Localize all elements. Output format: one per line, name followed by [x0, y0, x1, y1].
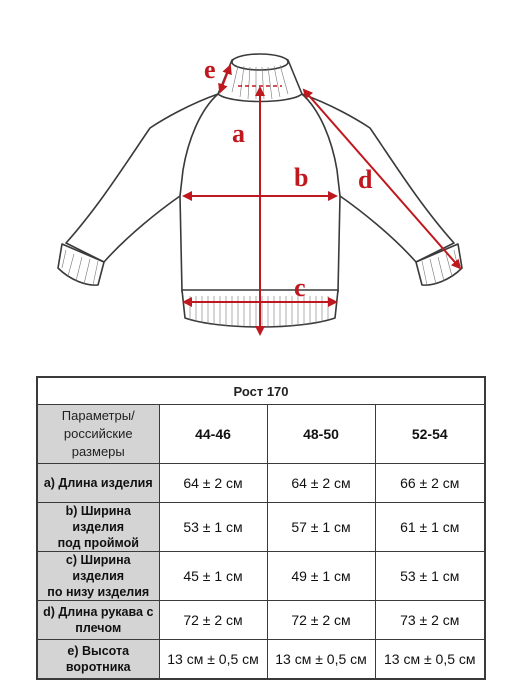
- table-cell: 57 ± 1 см: [267, 503, 375, 552]
- size-header-52-54: 52-54: [375, 405, 485, 464]
- table-cell: 72 ± 2 см: [159, 601, 267, 640]
- row-label-sleeve-length: [37, 601, 159, 640]
- table-cell: 66 ± 2 см: [375, 464, 485, 503]
- table-cell: 13 см ± 0,5 см: [375, 640, 485, 680]
- table-cell: 64 ± 2 см: [159, 464, 267, 503]
- size-header-48-50: 48-50: [267, 405, 375, 464]
- table-title: Рост 170: [37, 377, 485, 405]
- row-label-line1: d) Длина рукава с: [43, 605, 154, 619]
- table-row: [37, 640, 485, 680]
- row-label-line1: a) Длина изделия: [43, 476, 153, 490]
- row-label-line2: воротника: [65, 660, 131, 674]
- row-label-line2: плечом: [75, 621, 122, 635]
- collar-top: [232, 54, 288, 70]
- row-label-collar-height: [37, 640, 159, 680]
- table-cell: 64 ± 2 см: [267, 464, 375, 503]
- table-header-row: [37, 405, 485, 464]
- param-header-line1: Параметры/: [61, 408, 135, 423]
- row-label-hem-width: [37, 552, 159, 601]
- row-label-length: [37, 464, 159, 503]
- table-cell: 61 ± 1 см: [375, 503, 485, 552]
- table-cell: 53 ± 1 см: [159, 503, 267, 552]
- label-e: e: [204, 55, 216, 84]
- table-cell: 73 ± 2 см: [375, 601, 485, 640]
- label-b: b: [294, 163, 309, 192]
- row-label-line1: e) Высота: [67, 644, 130, 658]
- param-header-line2: российские размеры: [63, 426, 133, 459]
- table-row: [37, 464, 485, 503]
- table-cell: 45 ± 1 см: [159, 552, 267, 601]
- table-row: [37, 552, 485, 601]
- row-label-line2: по низу изделия: [47, 585, 150, 599]
- size-header-44-46: 44-46: [159, 405, 267, 464]
- label-d: d: [358, 165, 373, 194]
- row-label-line2: под проймой: [57, 536, 139, 550]
- table-row: [37, 601, 485, 640]
- table-cell: 13 см ± 0,5 см: [159, 640, 267, 680]
- table-cell: 72 ± 2 см: [267, 601, 375, 640]
- row-label-chest-width: [37, 503, 159, 552]
- table-cell: 53 ± 1 см: [375, 552, 485, 601]
- table-title-row: [37, 377, 485, 405]
- param-header: [37, 405, 159, 464]
- table-cell: 13 см ± 0,5 см: [267, 640, 375, 680]
- table-cell: 49 ± 1 см: [267, 552, 375, 601]
- row-label-line1: b) Ширина изделия: [65, 504, 131, 534]
- table-row: [37, 503, 485, 552]
- row-label-line1: c) Ширина изделия: [65, 553, 131, 583]
- label-c: c: [294, 273, 306, 302]
- label-a: a: [232, 119, 245, 148]
- size-chart-table: [36, 376, 486, 680]
